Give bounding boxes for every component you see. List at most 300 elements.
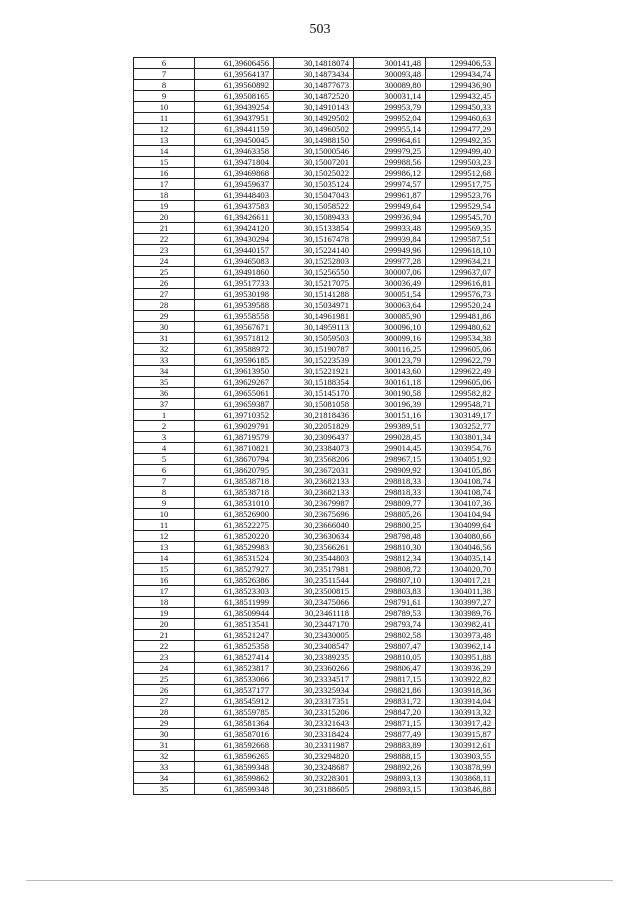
table-row	[134, 267, 496, 278]
latitude-cell: 61,38592668	[195, 740, 274, 751]
longitude-cell: 30,15035124	[274, 179, 354, 190]
x-coordinate-cell: 299949,64	[354, 201, 426, 212]
latitude-cell: 61,39469868	[195, 168, 274, 179]
point-number-cell: 8	[134, 487, 195, 498]
y-coordinate-cell: 1299517,75	[426, 179, 496, 190]
x-coordinate-cell: 299979,25	[354, 146, 426, 157]
y-coordinate-cell: 1304046,56	[426, 542, 496, 553]
y-coordinate-cell: 1299432,45	[426, 91, 496, 102]
latitude-cell: 61,38522275	[195, 520, 274, 531]
table-row	[134, 333, 496, 344]
longitude-cell: 30,14818074	[274, 58, 354, 69]
longitude-cell: 30,23544803	[274, 553, 354, 564]
latitude-cell: 61,38545912	[195, 696, 274, 707]
latitude-cell: 61,38525358	[195, 641, 274, 652]
point-number-cell: 32	[134, 751, 195, 762]
x-coordinate-cell: 298893,15	[354, 784, 426, 795]
x-coordinate-cell: 299988,56	[354, 157, 426, 168]
latitude-cell: 61,39430294	[195, 234, 274, 245]
point-number-cell: 22	[134, 234, 195, 245]
latitude-cell: 61,38620795	[195, 465, 274, 476]
longitude-cell: 30,15145170	[274, 388, 354, 399]
longitude-cell: 30,23317351	[274, 696, 354, 707]
point-number-cell: 27	[134, 696, 195, 707]
x-coordinate-cell: 298800,25	[354, 520, 426, 531]
point-number-cell: 8	[134, 80, 195, 91]
latitude-cell: 61,39437951	[195, 113, 274, 124]
table-row	[134, 113, 496, 124]
x-coordinate-cell: 300096,10	[354, 322, 426, 333]
point-number-cell: 13	[134, 542, 195, 553]
y-coordinate-cell: 1299460,63	[426, 113, 496, 124]
longitude-cell: 30,23447170	[274, 619, 354, 630]
longitude-cell: 30,15217075	[274, 278, 354, 289]
longitude-cell: 30,15089433	[274, 212, 354, 223]
latitude-cell: 61,39596185	[195, 355, 274, 366]
y-coordinate-cell: 1303954,76	[426, 443, 496, 454]
longitude-cell: 30,23682133	[274, 487, 354, 498]
y-coordinate-cell: 1303989,76	[426, 608, 496, 619]
x-coordinate-cell: 299028,45	[354, 432, 426, 443]
latitude-cell: 61,38529983	[195, 542, 274, 553]
point-number-cell: 14	[134, 146, 195, 157]
latitude-cell: 61,39517733	[195, 278, 274, 289]
point-number-cell: 27	[134, 289, 195, 300]
table-row	[134, 762, 496, 773]
table-row	[134, 674, 496, 685]
latitude-cell: 61,39567671	[195, 322, 274, 333]
latitude-cell: 61,39588972	[195, 344, 274, 355]
longitude-cell: 30,15025022	[274, 168, 354, 179]
longitude-cell: 30,21818436	[274, 410, 354, 421]
longitude-cell: 30,23321643	[274, 718, 354, 729]
x-coordinate-cell: 299389,51	[354, 421, 426, 432]
table-row	[134, 498, 496, 509]
point-number-cell: 7	[134, 476, 195, 487]
table-row	[134, 443, 496, 454]
y-coordinate-cell: 1304080,66	[426, 531, 496, 542]
x-coordinate-cell: 298808,72	[354, 564, 426, 575]
x-coordinate-cell: 298807,47	[354, 641, 426, 652]
y-coordinate-cell: 1304108,74	[426, 487, 496, 498]
x-coordinate-cell: 300161,18	[354, 377, 426, 388]
table-row	[134, 168, 496, 179]
longitude-cell: 30,23430005	[274, 630, 354, 641]
y-coordinate-cell: 1303801,34	[426, 432, 496, 443]
point-number-cell: 33	[134, 762, 195, 773]
point-number-cell: 7	[134, 69, 195, 80]
latitude-cell: 61,38531010	[195, 498, 274, 509]
point-number-cell: 12	[134, 531, 195, 542]
table-row	[134, 300, 496, 311]
x-coordinate-cell: 300190,58	[354, 388, 426, 399]
point-number-cell: 20	[134, 212, 195, 223]
y-coordinate-cell: 1304017,21	[426, 575, 496, 586]
y-coordinate-cell: 1299512,68	[426, 168, 496, 179]
y-coordinate-cell: 1303997,27	[426, 597, 496, 608]
point-number-cell: 37	[134, 399, 195, 410]
latitude-cell: 61,39471804	[195, 157, 274, 168]
y-coordinate-cell: 1299436,90	[426, 80, 496, 91]
table-row	[134, 212, 496, 223]
table-row	[134, 542, 496, 553]
x-coordinate-cell: 298909,92	[354, 465, 426, 476]
x-coordinate-cell: 298807,10	[354, 575, 426, 586]
latitude-cell: 61,39437583	[195, 201, 274, 212]
point-number-cell: 33	[134, 355, 195, 366]
x-coordinate-cell: 298793,74	[354, 619, 426, 630]
table-row	[134, 256, 496, 267]
x-coordinate-cell: 300093,48	[354, 69, 426, 80]
x-coordinate-cell: 299939,84	[354, 234, 426, 245]
x-coordinate-cell: 298831,72	[354, 696, 426, 707]
latitude-cell: 61,39530198	[195, 289, 274, 300]
coordinates-table-body	[134, 58, 496, 795]
y-coordinate-cell: 1299622,49	[426, 366, 496, 377]
point-number-cell: 6	[134, 58, 195, 69]
table-row	[134, 454, 496, 465]
longitude-cell: 30,23311987	[274, 740, 354, 751]
latitude-cell: 61,38596265	[195, 751, 274, 762]
y-coordinate-cell: 1303951,88	[426, 652, 496, 663]
longitude-cell: 30,15034971	[274, 300, 354, 311]
y-coordinate-cell: 1299616,81	[426, 278, 496, 289]
point-number-cell: 25	[134, 267, 195, 278]
longitude-cell: 30,15221921	[274, 366, 354, 377]
x-coordinate-cell: 300151,16	[354, 410, 426, 421]
x-coordinate-cell: 298809,77	[354, 498, 426, 509]
x-coordinate-cell: 299953,79	[354, 102, 426, 113]
coordinates-table-container	[133, 57, 496, 795]
y-coordinate-cell: 1303846,88	[426, 784, 496, 795]
y-coordinate-cell: 1299634,21	[426, 256, 496, 267]
table-row	[134, 135, 496, 146]
latitude-cell: 61,39659387	[195, 399, 274, 410]
longitude-cell: 30,15141288	[274, 289, 354, 300]
point-number-cell: 12	[134, 124, 195, 135]
latitude-cell: 61,38511999	[195, 597, 274, 608]
table-row	[134, 311, 496, 322]
point-number-cell: 14	[134, 553, 195, 564]
latitude-cell: 61,39440157	[195, 245, 274, 256]
latitude-cell: 61,38538718	[195, 476, 274, 487]
x-coordinate-cell: 298877,49	[354, 729, 426, 740]
table-row	[134, 157, 496, 168]
longitude-cell: 30,23475066	[274, 597, 354, 608]
latitude-cell: 61,39426611	[195, 212, 274, 223]
x-coordinate-cell: 299961,87	[354, 190, 426, 201]
latitude-cell: 61,38599348	[195, 784, 274, 795]
point-number-cell: 18	[134, 190, 195, 201]
x-coordinate-cell: 298810,30	[354, 542, 426, 553]
y-coordinate-cell: 1303252,77	[426, 421, 496, 432]
table-row	[134, 102, 496, 113]
longitude-cell: 30,15047043	[274, 190, 354, 201]
latitude-cell: 61,39424120	[195, 223, 274, 234]
y-coordinate-cell: 1304051,92	[426, 454, 496, 465]
x-coordinate-cell: 298806,47	[354, 663, 426, 674]
table-row	[134, 58, 496, 69]
table-row	[134, 388, 496, 399]
longitude-cell: 30,14960502	[274, 124, 354, 135]
longitude-cell: 30,15224140	[274, 245, 354, 256]
y-coordinate-cell: 1303878,99	[426, 762, 496, 773]
point-number-cell: 18	[134, 597, 195, 608]
latitude-cell: 61,38538718	[195, 487, 274, 498]
y-coordinate-cell: 1299499,40	[426, 146, 496, 157]
table-row	[134, 179, 496, 190]
latitude-cell: 61,38523817	[195, 663, 274, 674]
latitude-cell: 61,39459637	[195, 179, 274, 190]
x-coordinate-cell: 300051,54	[354, 289, 426, 300]
latitude-cell: 61,39558558	[195, 311, 274, 322]
point-number-cell: 23	[134, 245, 195, 256]
point-number-cell: 10	[134, 102, 195, 113]
longitude-cell: 30,15190787	[274, 344, 354, 355]
latitude-cell: 61,39571812	[195, 333, 274, 344]
table-row	[134, 663, 496, 674]
y-coordinate-cell: 1303912,61	[426, 740, 496, 751]
latitude-cell: 61,38513541	[195, 619, 274, 630]
latitude-cell: 61,39655061	[195, 388, 274, 399]
y-coordinate-cell: 1299605,06	[426, 377, 496, 388]
point-number-cell: 13	[134, 135, 195, 146]
point-number-cell: 31	[134, 333, 195, 344]
point-number-cell: 35	[134, 784, 195, 795]
table-row	[134, 234, 496, 245]
longitude-cell: 30,23672031	[274, 465, 354, 476]
x-coordinate-cell: 300036,49	[354, 278, 426, 289]
point-number-cell: 36	[134, 388, 195, 399]
latitude-cell: 61,38581364	[195, 718, 274, 729]
point-number-cell: 24	[134, 663, 195, 674]
longitude-cell: 30,23568206	[274, 454, 354, 465]
latitude-cell: 61,38599862	[195, 773, 274, 784]
point-number-cell: 24	[134, 256, 195, 267]
latitude-cell: 61,38531524	[195, 553, 274, 564]
longitude-cell: 30,23360266	[274, 663, 354, 674]
y-coordinate-cell: 1304099,64	[426, 520, 496, 531]
longitude-cell: 30,23384073	[274, 443, 354, 454]
table-row	[134, 696, 496, 707]
table-row	[134, 355, 496, 366]
table-row	[134, 575, 496, 586]
point-number-cell: 26	[134, 278, 195, 289]
longitude-cell: 30,15081058	[274, 399, 354, 410]
longitude-cell: 30,23096437	[274, 432, 354, 443]
point-number-cell: 2	[134, 421, 195, 432]
x-coordinate-cell: 299933,48	[354, 223, 426, 234]
y-coordinate-cell: 1303913,32	[426, 707, 496, 718]
latitude-cell: 61,38537177	[195, 685, 274, 696]
point-number-cell: 9	[134, 91, 195, 102]
x-coordinate-cell: 299949,96	[354, 245, 426, 256]
point-number-cell: 32	[134, 344, 195, 355]
x-coordinate-cell: 300196,39	[354, 399, 426, 410]
point-number-cell: 21	[134, 630, 195, 641]
x-coordinate-cell: 299955,14	[354, 124, 426, 135]
y-coordinate-cell: 1299576,73	[426, 289, 496, 300]
latitude-cell: 61,38527414	[195, 652, 274, 663]
latitude-cell: 61,39448403	[195, 190, 274, 201]
y-coordinate-cell: 1299523,76	[426, 190, 496, 201]
longitude-cell: 30,15223539	[274, 355, 354, 366]
latitude-cell: 61,38526900	[195, 509, 274, 520]
table-row	[134, 432, 496, 443]
longitude-cell: 30,14959113	[274, 322, 354, 333]
table-row	[134, 773, 496, 784]
x-coordinate-cell: 298798,48	[354, 531, 426, 542]
longitude-cell: 30,23315206	[274, 707, 354, 718]
longitude-cell: 30,14872520	[274, 91, 354, 102]
x-coordinate-cell: 298803,83	[354, 586, 426, 597]
longitude-cell: 30,15252803	[274, 256, 354, 267]
table-row	[134, 707, 496, 718]
y-coordinate-cell: 1299569,35	[426, 223, 496, 234]
x-coordinate-cell: 298817,15	[354, 674, 426, 685]
y-coordinate-cell: 1304104,94	[426, 509, 496, 520]
longitude-cell: 30,14929502	[274, 113, 354, 124]
y-coordinate-cell: 1303982,41	[426, 619, 496, 630]
x-coordinate-cell: 299974,57	[354, 179, 426, 190]
latitude-cell: 61,38509944	[195, 608, 274, 619]
point-number-cell: 34	[134, 366, 195, 377]
point-number-cell: 26	[134, 685, 195, 696]
latitude-cell: 61,39463358	[195, 146, 274, 157]
point-number-cell: 28	[134, 707, 195, 718]
longitude-cell: 30,23408547	[274, 641, 354, 652]
y-coordinate-cell: 1303973,48	[426, 630, 496, 641]
x-coordinate-cell: 299014,45	[354, 443, 426, 454]
x-coordinate-cell: 298893,13	[354, 773, 426, 784]
table-row	[134, 718, 496, 729]
longitude-cell: 30,15059503	[274, 333, 354, 344]
table-row	[134, 509, 496, 520]
longitude-cell: 30,23500815	[274, 586, 354, 597]
latitude-cell: 61,39613950	[195, 366, 274, 377]
table-row	[134, 344, 496, 355]
latitude-cell: 61,38533066	[195, 674, 274, 685]
longitude-cell: 30,23679987	[274, 498, 354, 509]
longitude-cell: 30,23228301	[274, 773, 354, 784]
x-coordinate-cell: 298821,86	[354, 685, 426, 696]
y-coordinate-cell: 1299520,24	[426, 300, 496, 311]
x-coordinate-cell: 300099,16	[354, 333, 426, 344]
x-coordinate-cell: 298888,15	[354, 751, 426, 762]
y-coordinate-cell: 1299582,82	[426, 388, 496, 399]
latitude-cell: 61,39439254	[195, 102, 274, 113]
y-coordinate-cell: 1299434,74	[426, 69, 496, 80]
x-coordinate-cell: 298892,26	[354, 762, 426, 773]
x-coordinate-cell: 300063,64	[354, 300, 426, 311]
table-row	[134, 465, 496, 476]
y-coordinate-cell: 1303915,87	[426, 729, 496, 740]
latitude-cell: 61,39508165	[195, 91, 274, 102]
x-coordinate-cell: 299936,94	[354, 212, 426, 223]
latitude-cell: 61,39564137	[195, 69, 274, 80]
table-row	[134, 597, 496, 608]
latitude-cell: 61,39465083	[195, 256, 274, 267]
point-number-cell: 28	[134, 300, 195, 311]
table-row	[134, 487, 496, 498]
y-coordinate-cell: 1303149,17	[426, 410, 496, 421]
table-row	[134, 421, 496, 432]
y-coordinate-cell: 1299622,79	[426, 355, 496, 366]
x-coordinate-cell: 300089,80	[354, 80, 426, 91]
point-number-cell: 4	[134, 443, 195, 454]
longitude-cell: 30,23675696	[274, 509, 354, 520]
y-coordinate-cell: 1299450,33	[426, 102, 496, 113]
point-number-cell: 31	[134, 740, 195, 751]
longitude-cell: 30,23517981	[274, 564, 354, 575]
y-coordinate-cell: 1299548,71	[426, 399, 496, 410]
longitude-cell: 30,23461118	[274, 608, 354, 619]
latitude-cell: 61,38527927	[195, 564, 274, 575]
table-row	[134, 729, 496, 740]
x-coordinate-cell: 298812,34	[354, 553, 426, 564]
table-row	[134, 399, 496, 410]
latitude-cell: 61,38587016	[195, 729, 274, 740]
y-coordinate-cell: 1303962,14	[426, 641, 496, 652]
y-coordinate-cell: 1304011,38	[426, 586, 496, 597]
point-number-cell: 11	[134, 113, 195, 124]
y-coordinate-cell: 1299637,07	[426, 267, 496, 278]
table-row	[134, 685, 496, 696]
x-coordinate-cell: 300123,79	[354, 355, 426, 366]
longitude-cell: 30,15133854	[274, 223, 354, 234]
latitude-cell: 61,39491860	[195, 267, 274, 278]
longitude-cell: 30,14910143	[274, 102, 354, 113]
x-coordinate-cell: 300007,06	[354, 267, 426, 278]
table-row	[134, 553, 496, 564]
latitude-cell: 61,38710821	[195, 443, 274, 454]
point-number-cell: 15	[134, 564, 195, 575]
latitude-cell: 61,39450045	[195, 135, 274, 146]
y-coordinate-cell: 1304107,36	[426, 498, 496, 509]
x-coordinate-cell: 298871,15	[354, 718, 426, 729]
latitude-cell: 61,38670794	[195, 454, 274, 465]
longitude-cell: 30,14877673	[274, 80, 354, 91]
table-row	[134, 278, 496, 289]
table-row	[134, 751, 496, 762]
longitude-cell: 30,22051829	[274, 421, 354, 432]
page-number: 503	[309, 22, 331, 37]
point-number-cell: 35	[134, 377, 195, 388]
y-coordinate-cell: 1303868,11	[426, 773, 496, 784]
table-row	[134, 641, 496, 652]
point-number-cell: 1	[134, 410, 195, 421]
longitude-cell: 30,23248687	[274, 762, 354, 773]
table-row	[134, 201, 496, 212]
latitude-cell: 61,39539588	[195, 300, 274, 311]
point-number-cell: 6	[134, 465, 195, 476]
table-row	[134, 69, 496, 80]
longitude-cell: 30,23682133	[274, 476, 354, 487]
table-row	[134, 531, 496, 542]
y-coordinate-cell: 1299618,10	[426, 245, 496, 256]
longitude-cell: 30,15058522	[274, 201, 354, 212]
longitude-cell: 30,23325934	[274, 685, 354, 696]
y-coordinate-cell: 1299545,70	[426, 212, 496, 223]
y-coordinate-cell: 1304108,74	[426, 476, 496, 487]
latitude-cell: 61,39029791	[195, 421, 274, 432]
x-coordinate-cell: 298810,05	[354, 652, 426, 663]
latitude-cell: 61,39629267	[195, 377, 274, 388]
point-number-cell: 34	[134, 773, 195, 784]
y-coordinate-cell: 1303917,42	[426, 718, 496, 729]
latitude-cell: 61,38523303	[195, 586, 274, 597]
latitude-cell: 61,38521247	[195, 630, 274, 641]
